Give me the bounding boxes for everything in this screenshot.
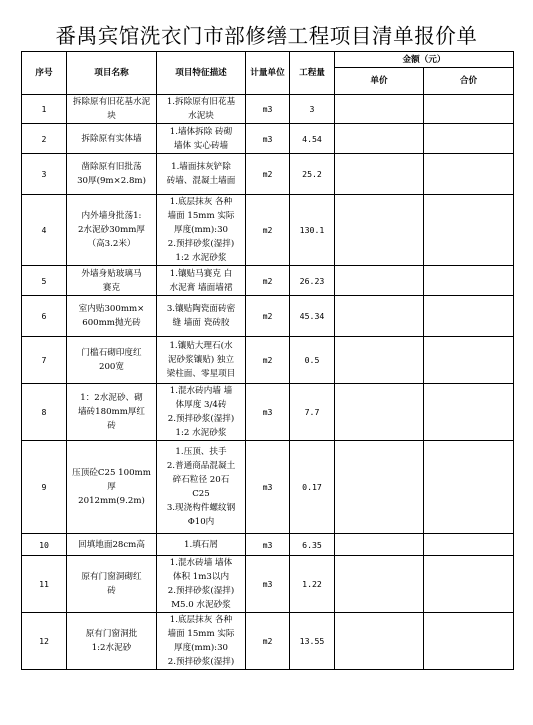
table-row xyxy=(22,296,514,337)
header-unit-price: 单价 xyxy=(335,68,424,95)
row-desc-cell: 1.墙面抹灰铲除 砖墙、混凝土墙面 xyxy=(157,154,246,195)
row-total-cell xyxy=(424,154,514,195)
row-seq-cell: 10 xyxy=(22,534,67,556)
row-unit-price-cell xyxy=(335,95,424,124)
row-name-cell: 门槛石砌印度红 200宽 xyxy=(67,337,157,384)
row-seq-cell: 6 xyxy=(22,296,67,337)
row-total-cell xyxy=(424,613,514,670)
table-row xyxy=(22,556,514,613)
row-total-cell xyxy=(424,266,514,296)
table-row xyxy=(22,124,514,154)
row-unit-price-cell xyxy=(335,296,424,337)
row-unit-cell: m3 xyxy=(246,441,290,534)
row-qty-cell: 26.23 xyxy=(290,266,335,296)
row-seq-cell: 9 xyxy=(22,441,67,534)
row-qty-cell: 130.1 xyxy=(290,195,335,266)
header-qty: 工程量 xyxy=(290,52,335,95)
row-unit-cell: m2 xyxy=(246,154,290,195)
table-row xyxy=(22,337,514,384)
row-name-cell: 压顶砼C25 100mm 厚 2012mm(9.2m) xyxy=(67,441,157,534)
row-name-cell: 外墙身贴玻璃马 赛克 xyxy=(67,266,157,296)
row-unit-cell: m3 xyxy=(246,384,290,441)
row-qty-cell: 0.17 xyxy=(290,441,335,534)
row-unit-price-cell xyxy=(335,266,424,296)
row-seq-cell: 12 xyxy=(22,613,67,670)
header-seq: 序号 xyxy=(22,52,67,95)
row-desc-cell: 1.拆除原有旧花基 水泥块 xyxy=(157,95,246,124)
table-row xyxy=(22,95,514,124)
row-seq-cell: 7 xyxy=(22,337,67,384)
header-name: 项目名称 xyxy=(67,52,157,95)
row-seq-cell: 1 xyxy=(22,95,67,124)
row-qty-cell: 0.5 xyxy=(290,337,335,384)
table-row xyxy=(22,266,514,296)
row-unit-price-cell xyxy=(335,154,424,195)
row-qty-cell: 1.22 xyxy=(290,556,335,613)
row-name-cell: 回填地面28cm高 xyxy=(67,534,157,556)
row-qty-cell: 6.35 xyxy=(290,534,335,556)
row-qty-cell: 7.7 xyxy=(290,384,335,441)
row-unit-cell: m2 xyxy=(246,613,290,670)
row-unit-price-cell xyxy=(335,384,424,441)
table-body xyxy=(22,95,514,670)
row-desc-cell: 1.混水砖内墙 墙 体厚度 3/4砖 2.预拌砂浆(湿拌) 1:2 水泥砂浆 xyxy=(157,384,246,441)
row-total-cell xyxy=(424,534,514,556)
table-row xyxy=(22,195,514,266)
row-desc-cell: 3.镶贴陶瓷面砖密 缝 墙面 瓷砖胶 xyxy=(157,296,246,337)
row-seq-cell: 5 xyxy=(22,266,67,296)
row-name-cell: 1：2水泥砂、砌 墙砖180mm厚红 砖 xyxy=(67,384,157,441)
row-unit-cell: m3 xyxy=(246,534,290,556)
row-name-cell: 内外墙身批荡1: 2水泥砂30mm厚 （高3.2米） xyxy=(67,195,157,266)
row-name-cell: 凿除原有旧批荡 30厚(9m×2.8m) xyxy=(67,154,157,195)
table-row xyxy=(22,441,514,534)
row-total-cell xyxy=(424,195,514,266)
row-desc-cell: 1.底层抹灰 各种 墙面 15mm 实际 厚度(mm):30 2.预拌砂浆(湿拌) 1:2 水泥砂浆 xyxy=(157,195,246,266)
row-unit-cell: m2 xyxy=(246,266,290,296)
row-unit-price-cell xyxy=(335,195,424,266)
row-unit-price-cell xyxy=(335,556,424,613)
row-unit-price-cell xyxy=(335,613,424,670)
row-desc-cell: 1.填石屑 xyxy=(157,534,246,556)
row-unit-cell: m3 xyxy=(246,124,290,154)
table-row xyxy=(22,613,514,670)
row-seq-cell: 8 xyxy=(22,384,67,441)
row-qty-cell: 4.54 xyxy=(290,124,335,154)
row-name-cell: 拆除原有旧花基水泥块 xyxy=(67,95,157,124)
quotation-table xyxy=(21,51,514,670)
row-unit-cell: m2 xyxy=(246,296,290,337)
row-desc-cell: 1.镶贴大理石(水 泥砂浆镶贴) 独立 梁柱面、零星项目 xyxy=(157,337,246,384)
row-total-cell xyxy=(424,441,514,534)
row-desc-cell: 1.混水砖墙 墙体 体积 1m3以内 2.预拌砂浆(湿拌) M5.0 水泥砂浆 xyxy=(157,556,246,613)
row-name-cell: 室内贴300mm× 600mm抛光砖 xyxy=(67,296,157,337)
row-name-cell: 原有门窗洞砌红 砖 xyxy=(67,556,157,613)
row-unit-cell: m3 xyxy=(246,95,290,124)
row-unit-price-cell xyxy=(335,441,424,534)
table-row xyxy=(22,534,514,556)
row-total-cell xyxy=(424,337,514,384)
header-total: 合价 xyxy=(424,68,514,95)
row-seq-cell: 11 xyxy=(22,556,67,613)
row-seq-cell: 2 xyxy=(22,124,67,154)
header-desc: 项目特征描述 xyxy=(157,52,246,95)
row-desc-cell: 1.压顶、扶手 2.普通商品混凝土 碎石粒径 20石 C25 3.现浇构件螺纹钢 Φ10内 xyxy=(157,441,246,534)
row-qty-cell: 13.55 xyxy=(290,613,335,670)
row-seq-cell: 4 xyxy=(22,195,67,266)
row-desc-cell: 1.镶贴马赛克 白 水泥膏 墙面墙裙 xyxy=(157,266,246,296)
row-unit-price-cell xyxy=(335,124,424,154)
header-unit: 计量单位 xyxy=(246,52,290,95)
row-unit-price-cell xyxy=(335,534,424,556)
row-qty-cell: 25.2 xyxy=(290,154,335,195)
row-unit-cell: m2 xyxy=(246,195,290,266)
row-unit-price-cell xyxy=(335,337,424,384)
row-total-cell xyxy=(424,296,514,337)
row-name-cell: 拆除原有实体墙 xyxy=(67,124,157,154)
row-qty-cell: 3 xyxy=(290,95,335,124)
header-amount: 金额（元） xyxy=(335,52,514,68)
document-title: 番禺宾馆洗衣门市部修缮工程项目清单报价单 xyxy=(55,24,478,48)
row-total-cell xyxy=(424,124,514,154)
row-name-cell: 原有门窗洞批 1:2水泥砂 xyxy=(67,613,157,670)
row-desc-cell: 1.墙体拆除 砖砌 墙体 实心砖墙 xyxy=(157,124,246,154)
table-row xyxy=(22,154,514,195)
table-header xyxy=(22,52,514,95)
table-row xyxy=(22,384,514,441)
row-desc-cell: 1.底层抹灰 各种 墙面 15mm 实际 厚度(mm):30 2.预拌砂浆(湿拌) xyxy=(157,613,246,670)
row-total-cell xyxy=(424,556,514,613)
row-qty-cell: 45.34 xyxy=(290,296,335,337)
row-total-cell xyxy=(424,95,514,124)
row-seq-cell: 3 xyxy=(22,154,67,195)
row-unit-cell: m2 xyxy=(246,337,290,384)
row-total-cell xyxy=(424,384,514,441)
row-unit-cell: m3 xyxy=(246,556,290,613)
